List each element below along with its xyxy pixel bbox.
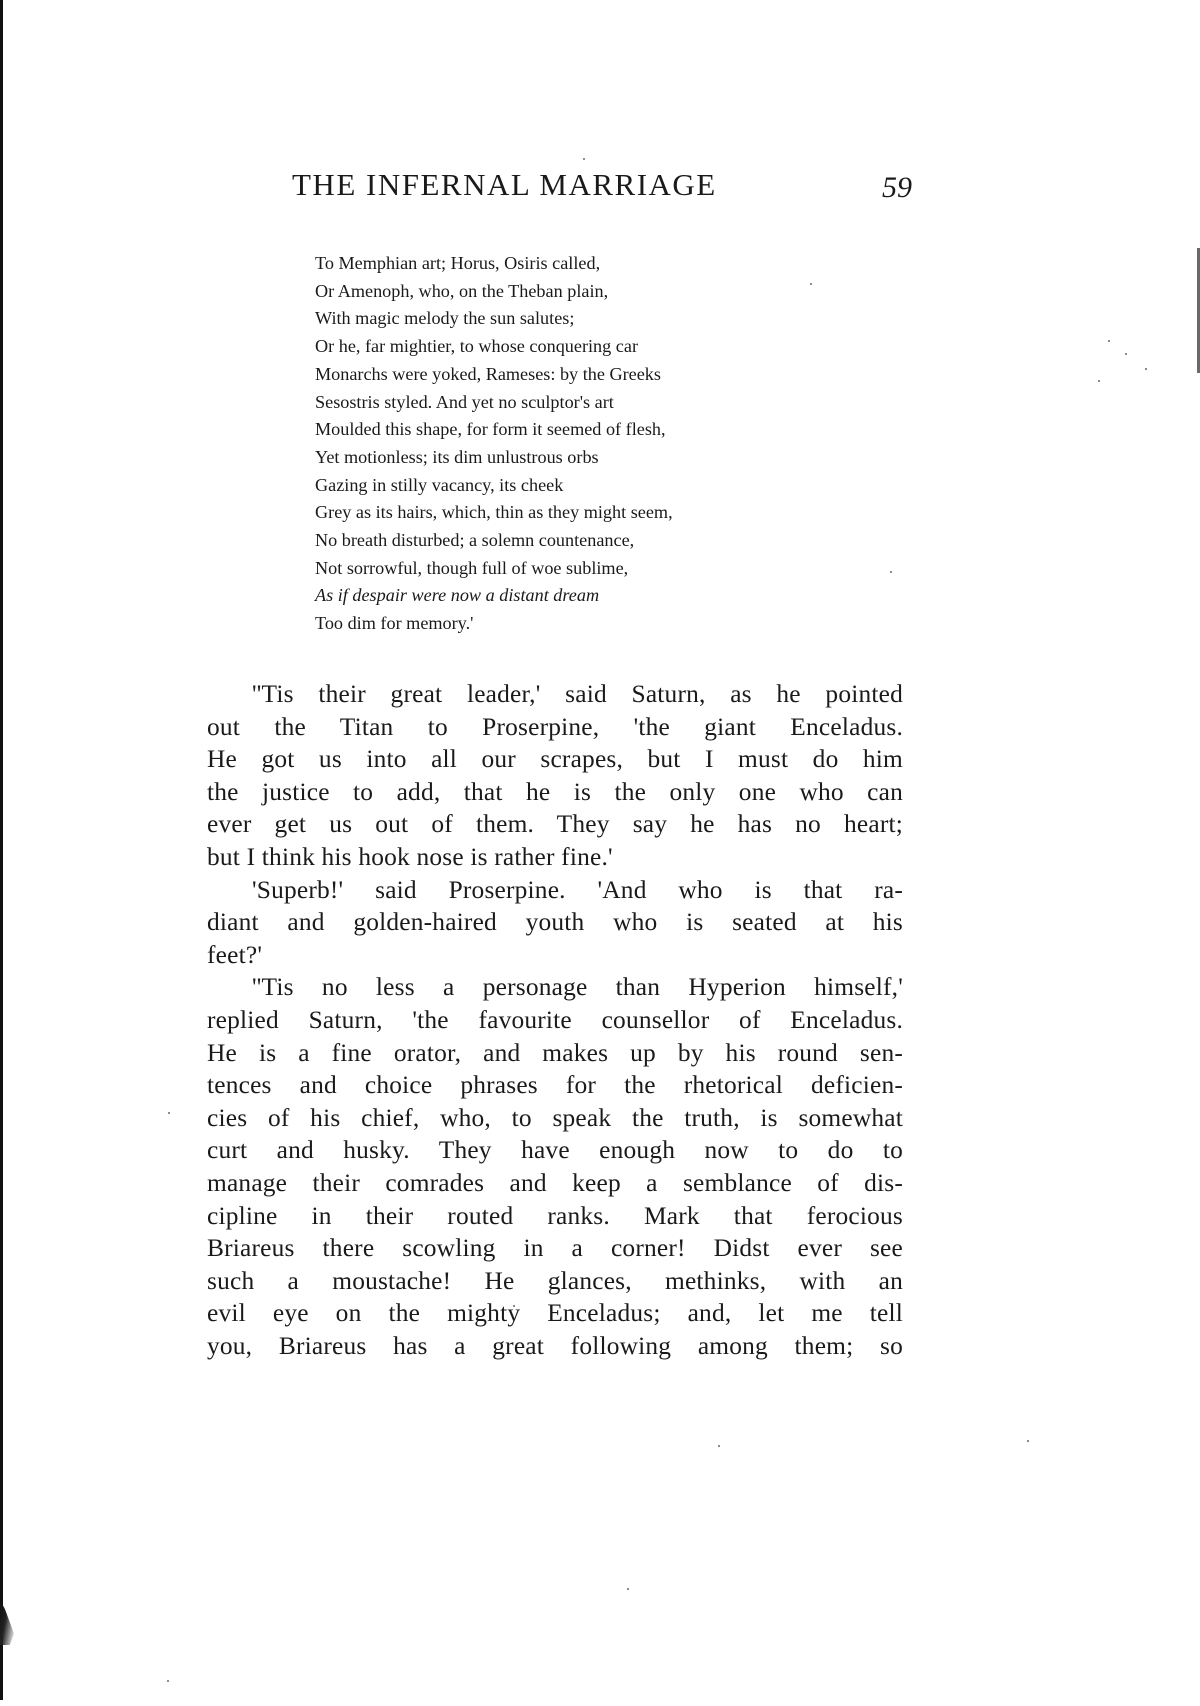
prose-line: cipline in their routed ranks. Mark that ferocious xyxy=(207,1201,903,1230)
page-header xyxy=(292,167,912,217)
verse-line: With magic melody the sun salutes; xyxy=(315,308,575,329)
prose-line: 'Superb!' said Proserpine. 'And who is that ra- xyxy=(252,875,903,904)
verse-line: To Memphian art; Horus, Osiris called, xyxy=(315,253,601,273)
scan-speck xyxy=(1098,380,1100,382)
prose-line: cies of his chief, who, to speak the truth, is somewhat xyxy=(207,1103,903,1132)
prose-line: manage their comrades and keep a semblance of dis- xyxy=(207,1168,903,1197)
page-spine-edge xyxy=(0,0,3,1700)
verse-line: Sesostris styled. And yet no sculptor's art xyxy=(315,391,614,412)
verse-line: Monarchs were yoked, Rameses: by the Greeks xyxy=(315,363,661,384)
verse-block xyxy=(315,250,875,638)
prose-line: replied Saturn, 'the favourite counsellor of Enceladus. xyxy=(207,1005,903,1034)
prose-line: feet?' xyxy=(207,940,263,969)
prose-line: tences and choice phrases for the rhetorical deficien- xyxy=(207,1071,903,1100)
verse-line: As if despair were now a distant dream xyxy=(315,585,600,606)
scan-speck xyxy=(1027,1440,1029,1442)
page-number: 59 xyxy=(882,171,912,204)
verse-line: Moulded this shape, for form it seemed of flesh, xyxy=(315,419,666,440)
verse-line: Or Amenoph, who, on the Theban plain, xyxy=(315,280,609,301)
prose-line: out the Titan to Proserpine, 'the giant Enceladus. xyxy=(207,712,903,741)
prose-line: ''Tis no less a personage than Hyperion himself,' xyxy=(252,973,903,1002)
prose-line: the justice to add, that he is the only one who can xyxy=(207,777,903,806)
prose-line: ''Tis their great leader,' said Saturn, as he pointed xyxy=(252,680,903,708)
running-head: THE INFERNAL MARRIAGE xyxy=(292,167,717,202)
prose-line: Briareus there scowling in a corner! Didst ever see xyxy=(207,1234,903,1263)
scan-speck xyxy=(627,1588,629,1590)
prose-line: diant and golden-haired youth who is seated at his xyxy=(207,908,903,937)
scan-speck xyxy=(1145,368,1147,370)
prose-line: but I think his hook nose is rather fine.' xyxy=(207,842,613,871)
scan-speck xyxy=(718,1445,720,1447)
prose-line: He is a fine orator, and makes up by his round sen- xyxy=(207,1038,903,1067)
scan-speck xyxy=(890,571,892,573)
verse-line: Too dim for memory.' xyxy=(315,613,474,634)
verse-line: Yet motionless; its dim unlustrous orbs xyxy=(315,446,599,467)
prose-line: curt and husky. They have enough now to do to xyxy=(207,1136,903,1165)
verse-line: Not sorrowful, though full of woe sublime, xyxy=(315,557,629,578)
verse-line: Grey as its hairs, which, thin as they might seem, xyxy=(315,502,673,523)
prose-line: evil eye on the mighty Enceladus; and, let me tell xyxy=(207,1299,903,1328)
prose-line: you, Briareus has a great following among them; so xyxy=(207,1331,903,1360)
prose-line: ever get us out of them. They say he has no heart; xyxy=(207,810,903,839)
verse-line: Or he, far mightier, to whose conquering car xyxy=(315,336,638,357)
verse-line: No breath disturbed; a solemn countenance, xyxy=(315,530,635,551)
scan-speck xyxy=(168,1112,170,1114)
scan-smudge xyxy=(0,1600,14,1645)
prose-line: such a moustache! He glances, methinks, with an xyxy=(207,1266,903,1295)
verse-line: Gazing in stilly vacancy, its cheek xyxy=(315,474,564,495)
scan-speck xyxy=(583,158,585,160)
prose-block xyxy=(207,678,903,1362)
scan-speck xyxy=(1108,340,1110,342)
prose-line: He got us into all our scrapes, but I must do him xyxy=(207,745,903,774)
scan-speck xyxy=(1125,353,1127,355)
scan-speck xyxy=(167,1680,169,1682)
